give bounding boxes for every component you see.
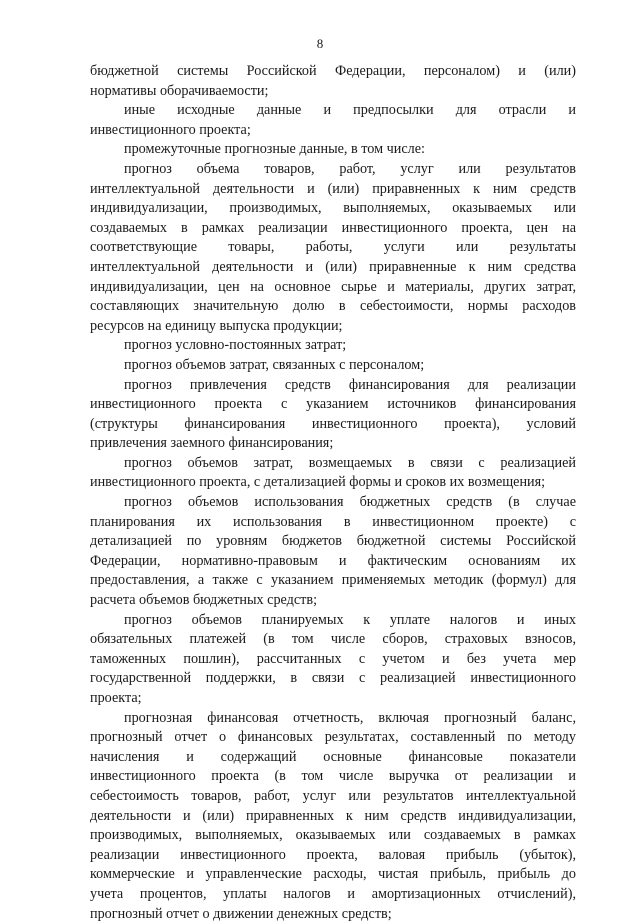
text-line: инвестиционного проекта (в том числе выручка от реализации и (90, 768, 576, 785)
text-line: начисления и содержащий основные финансовые показатели (90, 748, 576, 765)
text-line: соответствующие товары, работы, услуги или результаты (90, 239, 576, 256)
text-line: Федерации, нормативно-правовым и фактическим основаниям их (90, 552, 576, 569)
text-line: составляющих значительную долю в себестоимости, нормы расходов (90, 298, 576, 315)
text-line: прогноз привлечения средств финансирования для реализации (124, 376, 576, 393)
text-line: прогноз объема товаров, работ, услуг или результатов (124, 160, 576, 177)
text-line: обязательных платежей (в том числе сборов, страховых взносов, (90, 631, 576, 648)
text-line: инвестиционного проекта с указанием источников финансирования (90, 396, 576, 413)
paragraph (90, 611, 576, 709)
paragraph (90, 356, 576, 376)
text-line: предоставления, а также с указанием применяемых методик (формул) для (90, 572, 576, 589)
text-line: нормативы оборачиваемости; (90, 82, 269, 99)
text-line: интеллектуальной деятельности и (или) приравненные к ним средства (90, 258, 576, 275)
text-line: создаваемых в рамках реализации инвестиционного проекта, цен на (90, 219, 576, 236)
text-line: ресурсов на единицу выпуска продукции; (90, 317, 343, 334)
text-line: прогноз объемов затрат, связанных с персоналом; (124, 356, 425, 373)
paragraph (90, 160, 576, 336)
document-body (90, 62, 576, 924)
text-line: государственной поддержки, в связи с реализацией инвестиционного (90, 670, 576, 687)
text-line: деятельности и (или) приравненных к ним средств индивидуализации, (90, 807, 576, 824)
paragraph (90, 336, 576, 356)
paragraph (90, 493, 576, 611)
text-line: производимых, выполняемых, оказываемых или создаваемых в рамках (90, 827, 576, 844)
text-line: расчета объемов бюджетных средств; (90, 592, 318, 609)
page-number: 8 (316, 36, 324, 51)
text-line: детализацией по уровням бюджетов бюджетной системы Российской (90, 533, 576, 550)
text-line: интеллектуальной деятельности и (или) приравненных к ним средств (90, 180, 576, 197)
text-line: таможенных пошлин), рассчитанных с учетом и без учета мер (90, 650, 576, 667)
text-line: прогноз объемов планируемых к уплате налогов и иных (124, 611, 576, 628)
paragraph (90, 376, 576, 454)
text-line: привлечения заемного финансирования; (90, 435, 334, 452)
text-line: иные исходные данные и предпосылки для отрасли и (124, 102, 576, 119)
text-line: реализации инвестиционного проекта, валовая прибыль (убыток), (90, 846, 576, 863)
text-line: индивидуализации, цен на основное сырье и материалы, других затрат, (90, 278, 576, 295)
paragraph (90, 140, 576, 160)
text-line: инвестиционного проекта, с детализацией формы и сроков их возмещения; (90, 474, 546, 491)
text-line: себестоимость товаров, работ, услуг или результатов интеллектуальной (90, 787, 576, 804)
text-line: прогнозная финансовая отчетность, включая прогнозный баланс, (124, 709, 576, 726)
paragraph (90, 101, 576, 140)
text-line: коммерческие и управленческие расходы, чистая прибыль, прибыль до (90, 866, 576, 883)
text-line: индивидуализации, производимых, выполняемых, оказываемых или (90, 200, 576, 217)
text-line: прогноз объемов использования бюджетных средств (в случае (124, 494, 576, 511)
paragraph (90, 454, 576, 493)
text-line: планирования их использования в инвестиционном проекте) с (90, 513, 576, 530)
text-line: промежуточные прогнозные данные, в том числе: (124, 141, 425, 158)
text-line: прогнозный отчет о движении денежных средств; (90, 905, 392, 922)
text-line: прогноз условно-постоянных затрат; (124, 337, 347, 354)
text-line: прогнозный отчет о финансовых результатах, составленный по методу (90, 729, 576, 746)
paragraph (90, 62, 576, 101)
text-line: (структуры финансирования инвестиционного проекта), условий (90, 415, 576, 432)
text-line: прогноз объемов затрат, возмещаемых в связи с реализацией (124, 454, 576, 471)
text-line: инвестиционного проекта; (90, 121, 251, 138)
paragraph (90, 709, 576, 924)
text-line: проекта; (90, 690, 142, 706)
text-line: бюджетной системы Российской Федерации, персоналом) и (или) (90, 63, 576, 79)
text-line: учета процентов, уплаты налогов и амортизационных отчислений), (90, 885, 576, 902)
